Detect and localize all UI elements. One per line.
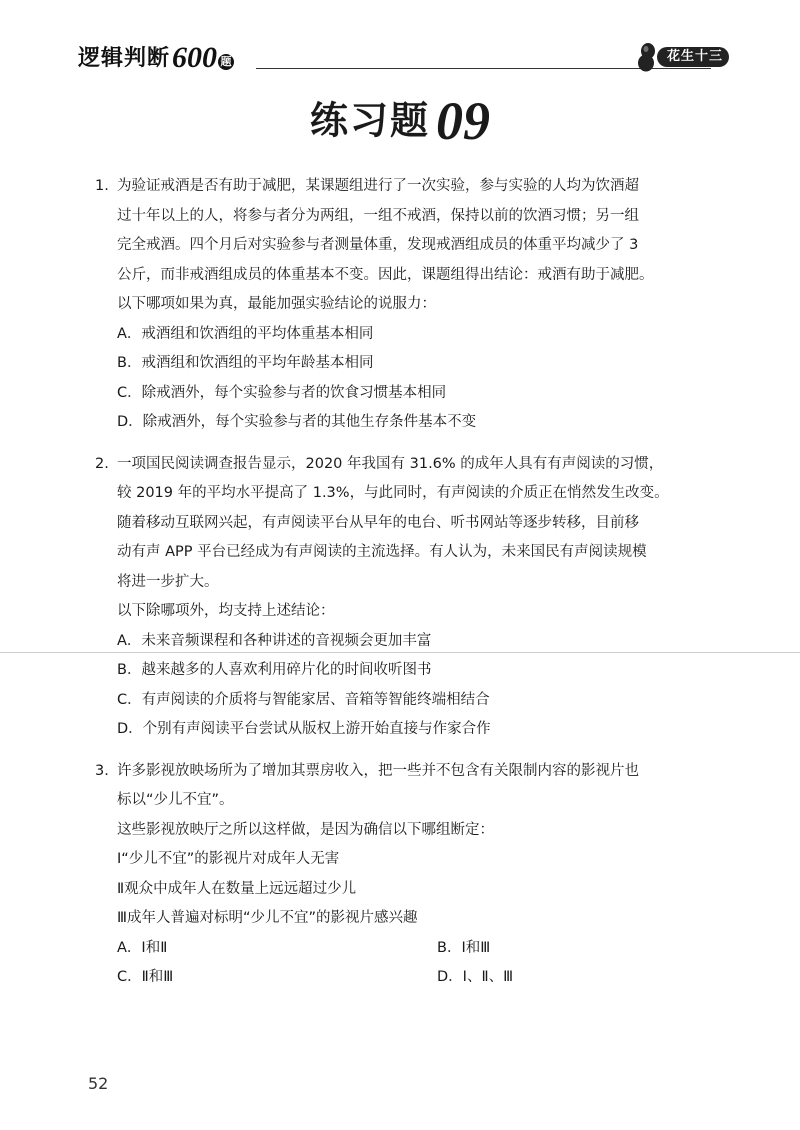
option-b: B．越来越多的人喜欢利用碎片化的时间收听图书: [117, 662, 432, 678]
option-b: B．戒酒组和饮酒组的平均年龄基本相同: [117, 355, 374, 371]
question-stem-line: 一项国民阅读调查报告显示，2020 年我国有 31.6% 的成年人具有有声阅读的习惯，: [117, 455, 664, 472]
page-header: [78, 42, 724, 72]
book-series-title: [78, 42, 234, 72]
series-title: 逻辑判断: [78, 46, 171, 71]
question-prompt: 以下除哪项外，均支持上述结论：: [117, 603, 335, 619]
question-list: [95, 172, 715, 1005]
brand-badge: [633, 42, 724, 72]
option-a: A．戒酒组和饮酒组的平均体重基本相同: [117, 325, 374, 342]
question-stem-line: 为验证戒酒是否有助于减肥，某课题组进行了一次实验，参与实验的人均为饮酒超: [117, 178, 639, 194]
option-d: D．除戒酒外，每个实验参与者的其他生存条件基本不变: [117, 414, 477, 430]
question-number: 3.: [95, 762, 109, 779]
question-3: [95, 757, 715, 993]
option-d: D．个别有声阅读平台尝试从版权上游开始直接与作家合作: [117, 721, 491, 737]
option-c: C．Ⅱ和Ⅲ: [117, 969, 174, 985]
options-grid: [95, 934, 715, 993]
question-stem-line: 过十年以上的人，将参与者分为两组，一组不戒酒，保持以前的饮酒习惯；另一组: [117, 207, 639, 224]
option-a: A．未来音频课程和各种讲述的音视频会更加丰富: [117, 632, 432, 649]
question-number: 2.: [95, 455, 109, 472]
series-unit: 题: [218, 54, 234, 70]
question-stem-line: 公斤，而非戒酒组成员的体重基本不变。因此，课题组得出结论：戒酒有助于减肥。: [117, 266, 654, 283]
question-stem-line: 动有声 APP 平台已经成为有声阅读的主流选择。有人认为，未来国民有声阅读规模: [117, 544, 647, 560]
option-b: B．Ⅰ和Ⅲ: [437, 939, 491, 956]
page-title-text: 练习题: [309, 98, 430, 143]
statement-3: Ⅲ成年人普遍对标明“少儿不宜”的影视片感兴趣: [117, 910, 418, 926]
option-d: D．Ⅰ、Ⅱ、Ⅲ: [437, 969, 514, 985]
option-a: A．Ⅰ和Ⅱ: [117, 939, 168, 956]
option-c: C．有声阅读的介质将与智能家居、音箱等智能终端相结合: [117, 691, 490, 708]
question-prompt: 以下哪项如果为真，最能加强实验结论的说服力：: [117, 296, 436, 312]
question-2: [95, 450, 715, 745]
question-stem-line: 较 2019 年的平均水平提高了 1.3%，与此同时，有声阅读的介质正在悄然发生改变。: [117, 485, 669, 501]
page-title: [0, 90, 800, 150]
question-stem-line: 许多影视放映场所为了增加其票房收入，把一些并不包含有关限制内容的影视片也: [117, 762, 639, 779]
question-stem-line: 标以“少儿不宜”。: [117, 792, 234, 808]
question-prompt: 这些影视放映厅之所以这样做，是因为确信以下哪组断定：: [117, 821, 494, 838]
question-stem-line: 将进一步扩大。: [117, 573, 219, 590]
statement-2: Ⅱ观众中成年人在数量上远远超过少儿: [117, 880, 357, 897]
brand-name: 花生十三: [657, 47, 729, 67]
option-c: C．除戒酒外，每个实验参与者的饮食习惯基本相同: [117, 384, 447, 401]
statement-1: Ⅰ“少儿不宜”的影视片对成年人无害: [117, 851, 340, 867]
question-number: 1.: [95, 178, 109, 194]
page-title-number: 09: [436, 90, 490, 151]
question-stem-line: 完全戒酒。四个月后对实验参与者测量体重，发现戒酒组成员的体重平均减少了 3: [117, 237, 639, 253]
series-count: 600: [172, 41, 218, 74]
question-1: [95, 172, 715, 438]
page-number: 52: [88, 1074, 109, 1093]
question-stem-line: 随着移动互联网兴起，有声阅读平台从早年的电台、听书网站等逐步转移，目前移: [117, 514, 639, 531]
